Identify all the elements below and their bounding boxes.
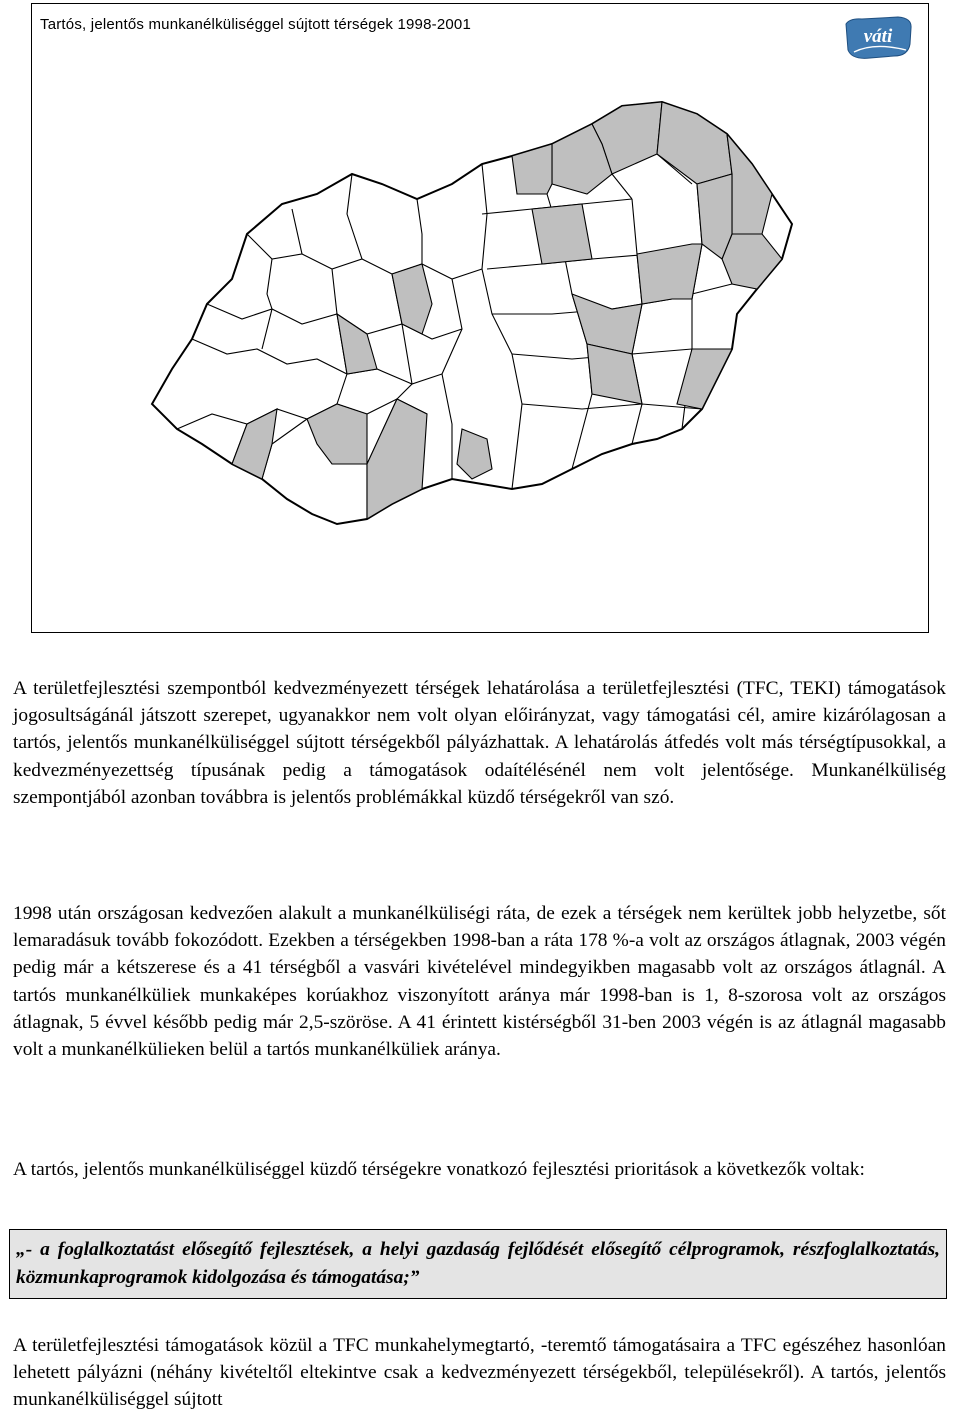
- priority-quote-box: [9, 1229, 947, 1299]
- logo-text: váti: [863, 26, 893, 47]
- paragraph-1: A területfejlesztési szempontból kedvezményezett térségek lehatárolása a területfejlesztési (TFC, TEKI) támogatások jogosultságánál játszott szerepet, ugyanakkor nem volt olyan előirányzat, vagy támogatási cél, amire kizárólagosan a tartós, jelentős munkanélküliséggel sújtott térségekből pályázhattak. A lehatárolás átfedés volt más térségtípusokkal, a kedvezményezettség típusának pedig a támogatások odaítélésénél nem volt jelentősége. Munkanélküliség szempontjából azonban továbbra is jelentős problémákkal küzdő térségekről van szó.: [13, 678, 946, 808]
- paragraph-2: 1998 után országosan kedvezően alakult a munkanélküliségi ráta, de ezek a térségek nem kerültek jobb helyzetbe, sőt lemaradásuk tovább fokozódott. Ezekben a térségekben 1998-ban a ráta 178 %-a volt az országos átlagnak, 2003 végén pedig már a kétszerese és a 41 térségből a vasvári kivételével mindegyikben magasabb volt az országos átlagnál. A tartós munkanélküliek munkaképes korúakhoz viszonyított aránya már 1998-ban is 1, 8-szorosa volt az országos átlagnak, 5 évvel később pedig már 2,5-szöröse. A 41 érintett kistérségből 31-ben 2003 végén is az átlagnál magasabb volt a munkanélkülieken belül a tartós munkanélküliek aránya.: [13, 903, 946, 1061]
- vati-logo: [840, 14, 916, 64]
- paragraph-3: A tartós, jelentős munkanélküliséggel küzdő térségekre vonatkozó fejlesztési prioritások a következők voltak:: [13, 1159, 865, 1180]
- figure-title: Tartós, jelentős munkanélküliséggel sújtott térségek 1998-2001: [40, 16, 471, 33]
- map-figure: [31, 3, 929, 633]
- hungary-map: [132, 84, 832, 564]
- paragraph-4: A területfejlesztési támogatások közül a TFC munkahelymegtartó, -teremtő támogatásaira a TFC egészéhez hasonlóan lehetett pályázni (néhány kivételtől eltekintve csak a kedvezményezett térségekből, településekről). A tartós, jelentős munkanélküliséggel sújtott: [13, 1335, 946, 1411]
- priority-quote: „- a foglalkoztatást elősegítő fejlesztések, a helyi gazdaság fejlődését elősegítő célprogramok, részfoglalkoztatás, közmunkaprogramok kidolgozása és támogatása;”: [16, 1239, 940, 1288]
